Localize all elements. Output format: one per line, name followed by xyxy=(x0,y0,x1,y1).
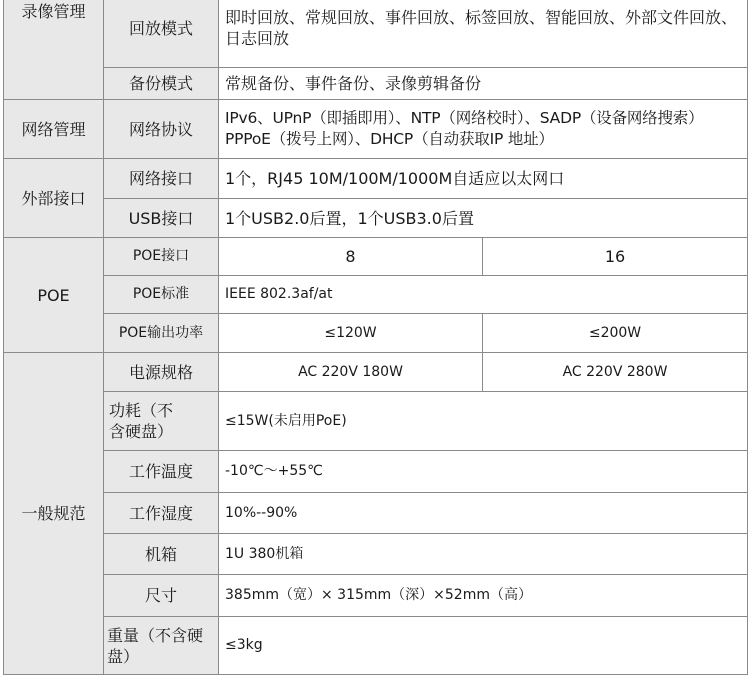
label-network-protocol: 网络协议 xyxy=(104,100,219,159)
value-power-supply-8ch: AC 220V 180W xyxy=(219,353,483,392)
label-weight xyxy=(104,617,219,675)
value-chassis: 1U 380机箱 xyxy=(219,534,748,575)
row-network-protocol xyxy=(4,100,748,159)
row-power-supply xyxy=(4,353,748,392)
row-weight xyxy=(4,617,748,675)
label-poe-standard: POE标准 xyxy=(104,276,219,314)
row-chassis xyxy=(4,534,748,575)
power-consumption-label-line-2: 含硬盘） xyxy=(109,422,174,441)
label-operating-humidity: 工作湿度 xyxy=(104,493,219,534)
value-backup-mode: 常规备份、事件备份、录像剪辑备份 xyxy=(219,68,748,100)
value-poe-power-8ch: ≤120W xyxy=(219,314,483,353)
value-operating-humidity: 10%--90% xyxy=(219,493,748,534)
value-power-supply-16ch: AC 220V 280W xyxy=(483,353,748,392)
network-protocol-line-2: PPPoE（拨号上网）、DHCP（自动获取IP 地址） xyxy=(225,130,554,148)
category-poe: POE xyxy=(4,238,104,353)
network-protocol-line-1: IPv6、UPnP（即插即用）、NTP（网络校时）、SADP（设备网络搜索） xyxy=(225,109,704,127)
label-chassis: 机箱 xyxy=(104,534,219,575)
label-poe-power: POE输出功率 xyxy=(104,314,219,353)
value-power-consumption: ≤15W(未启用PoE) xyxy=(219,392,748,451)
value-network-protocol xyxy=(219,100,748,159)
value-poe-standard: IEEE 802.3af/at xyxy=(219,276,748,314)
category-general-spec: 一般规范 xyxy=(4,353,104,675)
label-backup-mode: 备份模式 xyxy=(104,68,219,100)
label-network-port: 网络接口 xyxy=(104,159,219,199)
row-playback-mode xyxy=(4,0,748,68)
row-poe-port xyxy=(4,238,748,276)
value-network-port: 1个，RJ45 10M/100M/1000M自适应以太网口 xyxy=(219,159,748,199)
category-network-management: 网络管理 xyxy=(4,100,104,159)
row-operating-temperature xyxy=(4,451,748,493)
row-usb-port xyxy=(4,199,748,238)
row-dimensions xyxy=(4,575,748,617)
label-operating-temperature: 工作温度 xyxy=(104,451,219,493)
row-network-port xyxy=(4,159,748,199)
value-poe-port-8ch: 8 xyxy=(219,238,483,276)
category-external-interface: 外部接口 xyxy=(4,159,104,238)
value-playback-mode: 即时回放、常规回放、事件回放、标签回放、智能回放、外部文件回放、日志回放 xyxy=(219,0,748,68)
label-power-supply: 电源规格 xyxy=(104,353,219,392)
label-poe-port: POE接口 xyxy=(104,238,219,276)
value-weight: ≤3kg xyxy=(219,617,748,675)
row-backup-mode xyxy=(4,68,748,100)
weight-label-line-2: 盘） xyxy=(107,646,140,666)
spec-table xyxy=(3,0,748,675)
value-poe-power-16ch: ≤200W xyxy=(483,314,748,353)
value-usb-port: 1个USB2.0后置，1个USB3.0后置 xyxy=(219,199,748,238)
label-power-consumption xyxy=(104,392,219,451)
row-operating-humidity xyxy=(4,493,748,534)
row-poe-power xyxy=(4,314,748,353)
power-consumption-label-line-1: 功耗（不 xyxy=(109,401,174,420)
row-poe-standard xyxy=(4,276,748,314)
category-recording-management: 录像管理 xyxy=(4,0,104,100)
value-poe-port-16ch: 16 xyxy=(483,238,748,276)
label-playback-mode: 回放模式 xyxy=(104,0,219,68)
label-usb-port: USB接口 xyxy=(104,199,219,238)
label-dimensions: 尺寸 xyxy=(104,575,219,617)
value-dimensions: 385mm（宽）× 315mm（深）×52mm（高） xyxy=(219,575,748,617)
value-operating-temperature: -10℃～+55℃ xyxy=(219,451,748,493)
weight-label-line-1: 重量（不含硬 xyxy=(107,625,204,645)
row-power-consumption xyxy=(4,392,748,451)
